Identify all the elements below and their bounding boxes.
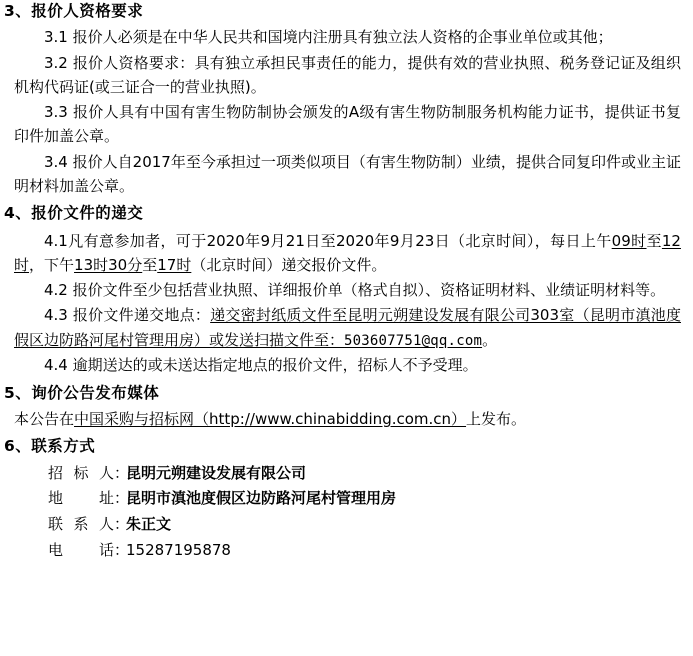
contact-value-phone: 15287195878 bbox=[126, 540, 231, 559]
section-heading-3 bbox=[4, 0, 693, 23]
paragraph-4-3 bbox=[0, 303, 693, 352]
contact-row-phone bbox=[48, 538, 693, 564]
clause-label-4-3: 4.3 bbox=[44, 306, 68, 325]
clause-label-3-1: 3.1 bbox=[44, 28, 68, 47]
paragraph-3-1 bbox=[0, 25, 693, 49]
clause-text-4-1-after: （北京时间）递交报价文件。 bbox=[191, 255, 387, 274]
clause-text-4-3-before: 报价文件递交地点： bbox=[72, 306, 211, 325]
submission-time-start-afternoon: 13时30分 bbox=[74, 255, 143, 274]
submission-time-start-morning: 09时 bbox=[611, 231, 647, 250]
contact-block bbox=[0, 461, 693, 564]
paragraph-3-2 bbox=[0, 51, 693, 100]
notice-text-before: 本公告在 bbox=[14, 409, 75, 428]
clause-text-4-2: 报价文件至少包括营业执照、详细报价单（格式自拟）、资格证明材料、业绩证明材料等。 bbox=[72, 281, 666, 300]
clause-text-3-2: 报价人资格要求：具有独立承担民事责任的能力，提供有效的营业执照、税务登记证及组织机构代码证(或三证合一的营业执照)。 bbox=[14, 53, 681, 96]
section-number-5: 5、 bbox=[4, 383, 32, 402]
contact-label-phone: 电话 bbox=[48, 540, 114, 559]
section-number-4: 4、 bbox=[4, 204, 32, 223]
paragraph-4-1 bbox=[0, 229, 693, 278]
contact-separator: ： bbox=[114, 463, 130, 482]
contact-value-tenderer: 昆明元朔建设发展有限公司 bbox=[126, 463, 307, 482]
submission-email: 503607751@qq.com bbox=[344, 332, 483, 349]
clause-label-3-3: 3.3 bbox=[44, 103, 68, 122]
notice-website-link[interactable]: 中国采购与招标网（http://www.chinabidding.com.cn） bbox=[74, 409, 467, 428]
paragraph-3-4 bbox=[0, 150, 693, 199]
clause-text-3-1: 报价人必须是在中华人民共和国境内注册具有独立法人资格的企事业单位或其他； bbox=[72, 28, 613, 47]
contact-label-address: 地址 bbox=[48, 489, 114, 508]
submission-time-end-afternoon: 17时 bbox=[157, 255, 192, 274]
section-heading-4 bbox=[4, 202, 693, 225]
section-title-4: 报价文件的递交 bbox=[31, 204, 144, 223]
contact-label-person: 联系人 bbox=[48, 515, 114, 534]
clause-text-4-1-before: 凡有意参加者，可于2020年9月21日至2020年9月23日（北京时间），每日上午 bbox=[67, 231, 612, 250]
clause-label-4-4: 4.4 bbox=[44, 356, 68, 375]
section-title-3: 报价人资格要求 bbox=[31, 2, 144, 20]
section-title-5: 询价公告发布媒体 bbox=[31, 383, 160, 402]
clause-text-3-3: 报价人具有中国有害生物防制协会颁发的A级有害生物防制服务机构能力证书，提供证书复印件加盖公章。 bbox=[14, 103, 682, 146]
clause-label-3-4: 3.4 bbox=[44, 152, 68, 171]
clause-label-4-2: 4.2 bbox=[44, 281, 68, 300]
contact-separator: ： bbox=[114, 489, 130, 508]
paragraph-3-3 bbox=[0, 100, 693, 149]
submission-time-end-morning: 12时 bbox=[14, 231, 681, 274]
contact-value-person: 朱正文 bbox=[126, 515, 172, 534]
notice-text-after: 上发布。 bbox=[466, 409, 527, 428]
section-number-6: 6、 bbox=[4, 437, 32, 456]
contact-row-person bbox=[48, 512, 693, 538]
paragraph-4-2 bbox=[0, 278, 693, 302]
section-heading-5 bbox=[4, 382, 693, 405]
clause-text-4-1-mid-2: ，下午 bbox=[29, 255, 75, 274]
clause-text-3-4: 报价人自2017年至今承担过一项类似项目（有害生物防制）业绩，提供合同复印件或业主证明材料加盖公章。 bbox=[14, 152, 681, 196]
contact-separator: ： bbox=[114, 515, 130, 534]
clause-text-4-1-mid-3: 至 bbox=[142, 255, 158, 274]
submission-address: 递交密封纸质文件至昆明元朔建设发展有限公司303室（昆明市滇池度假区边防路河尾村管理用房）或发送扫描文件至： bbox=[14, 306, 681, 349]
contact-value-address: 昆明市滇池度假区边防路河尾村管理用房 bbox=[126, 489, 397, 508]
section-heading-6 bbox=[4, 435, 693, 458]
clause-text-4-3-after: 。 bbox=[482, 330, 498, 349]
clause-label-4-1: 4.1 bbox=[44, 231, 68, 250]
contact-row-tenderer bbox=[48, 461, 693, 487]
clause-text-4-1-mid-1: 至 bbox=[646, 231, 662, 250]
clause-label-3-2: 3.2 bbox=[44, 53, 68, 72]
clause-text-4-4: 逾期送达的或未送达指定地点的报价文件，招标人不予受理。 bbox=[72, 356, 478, 375]
section-number-3: 3、 bbox=[4, 2, 32, 20]
contact-separator: ： bbox=[114, 540, 130, 559]
contact-row-address bbox=[48, 486, 693, 512]
paragraph-notice-media bbox=[0, 407, 693, 431]
contact-label-tenderer: 招标人 bbox=[48, 463, 114, 482]
section-title-6: 联系方式 bbox=[31, 437, 96, 456]
paragraph-4-4 bbox=[0, 353, 693, 377]
